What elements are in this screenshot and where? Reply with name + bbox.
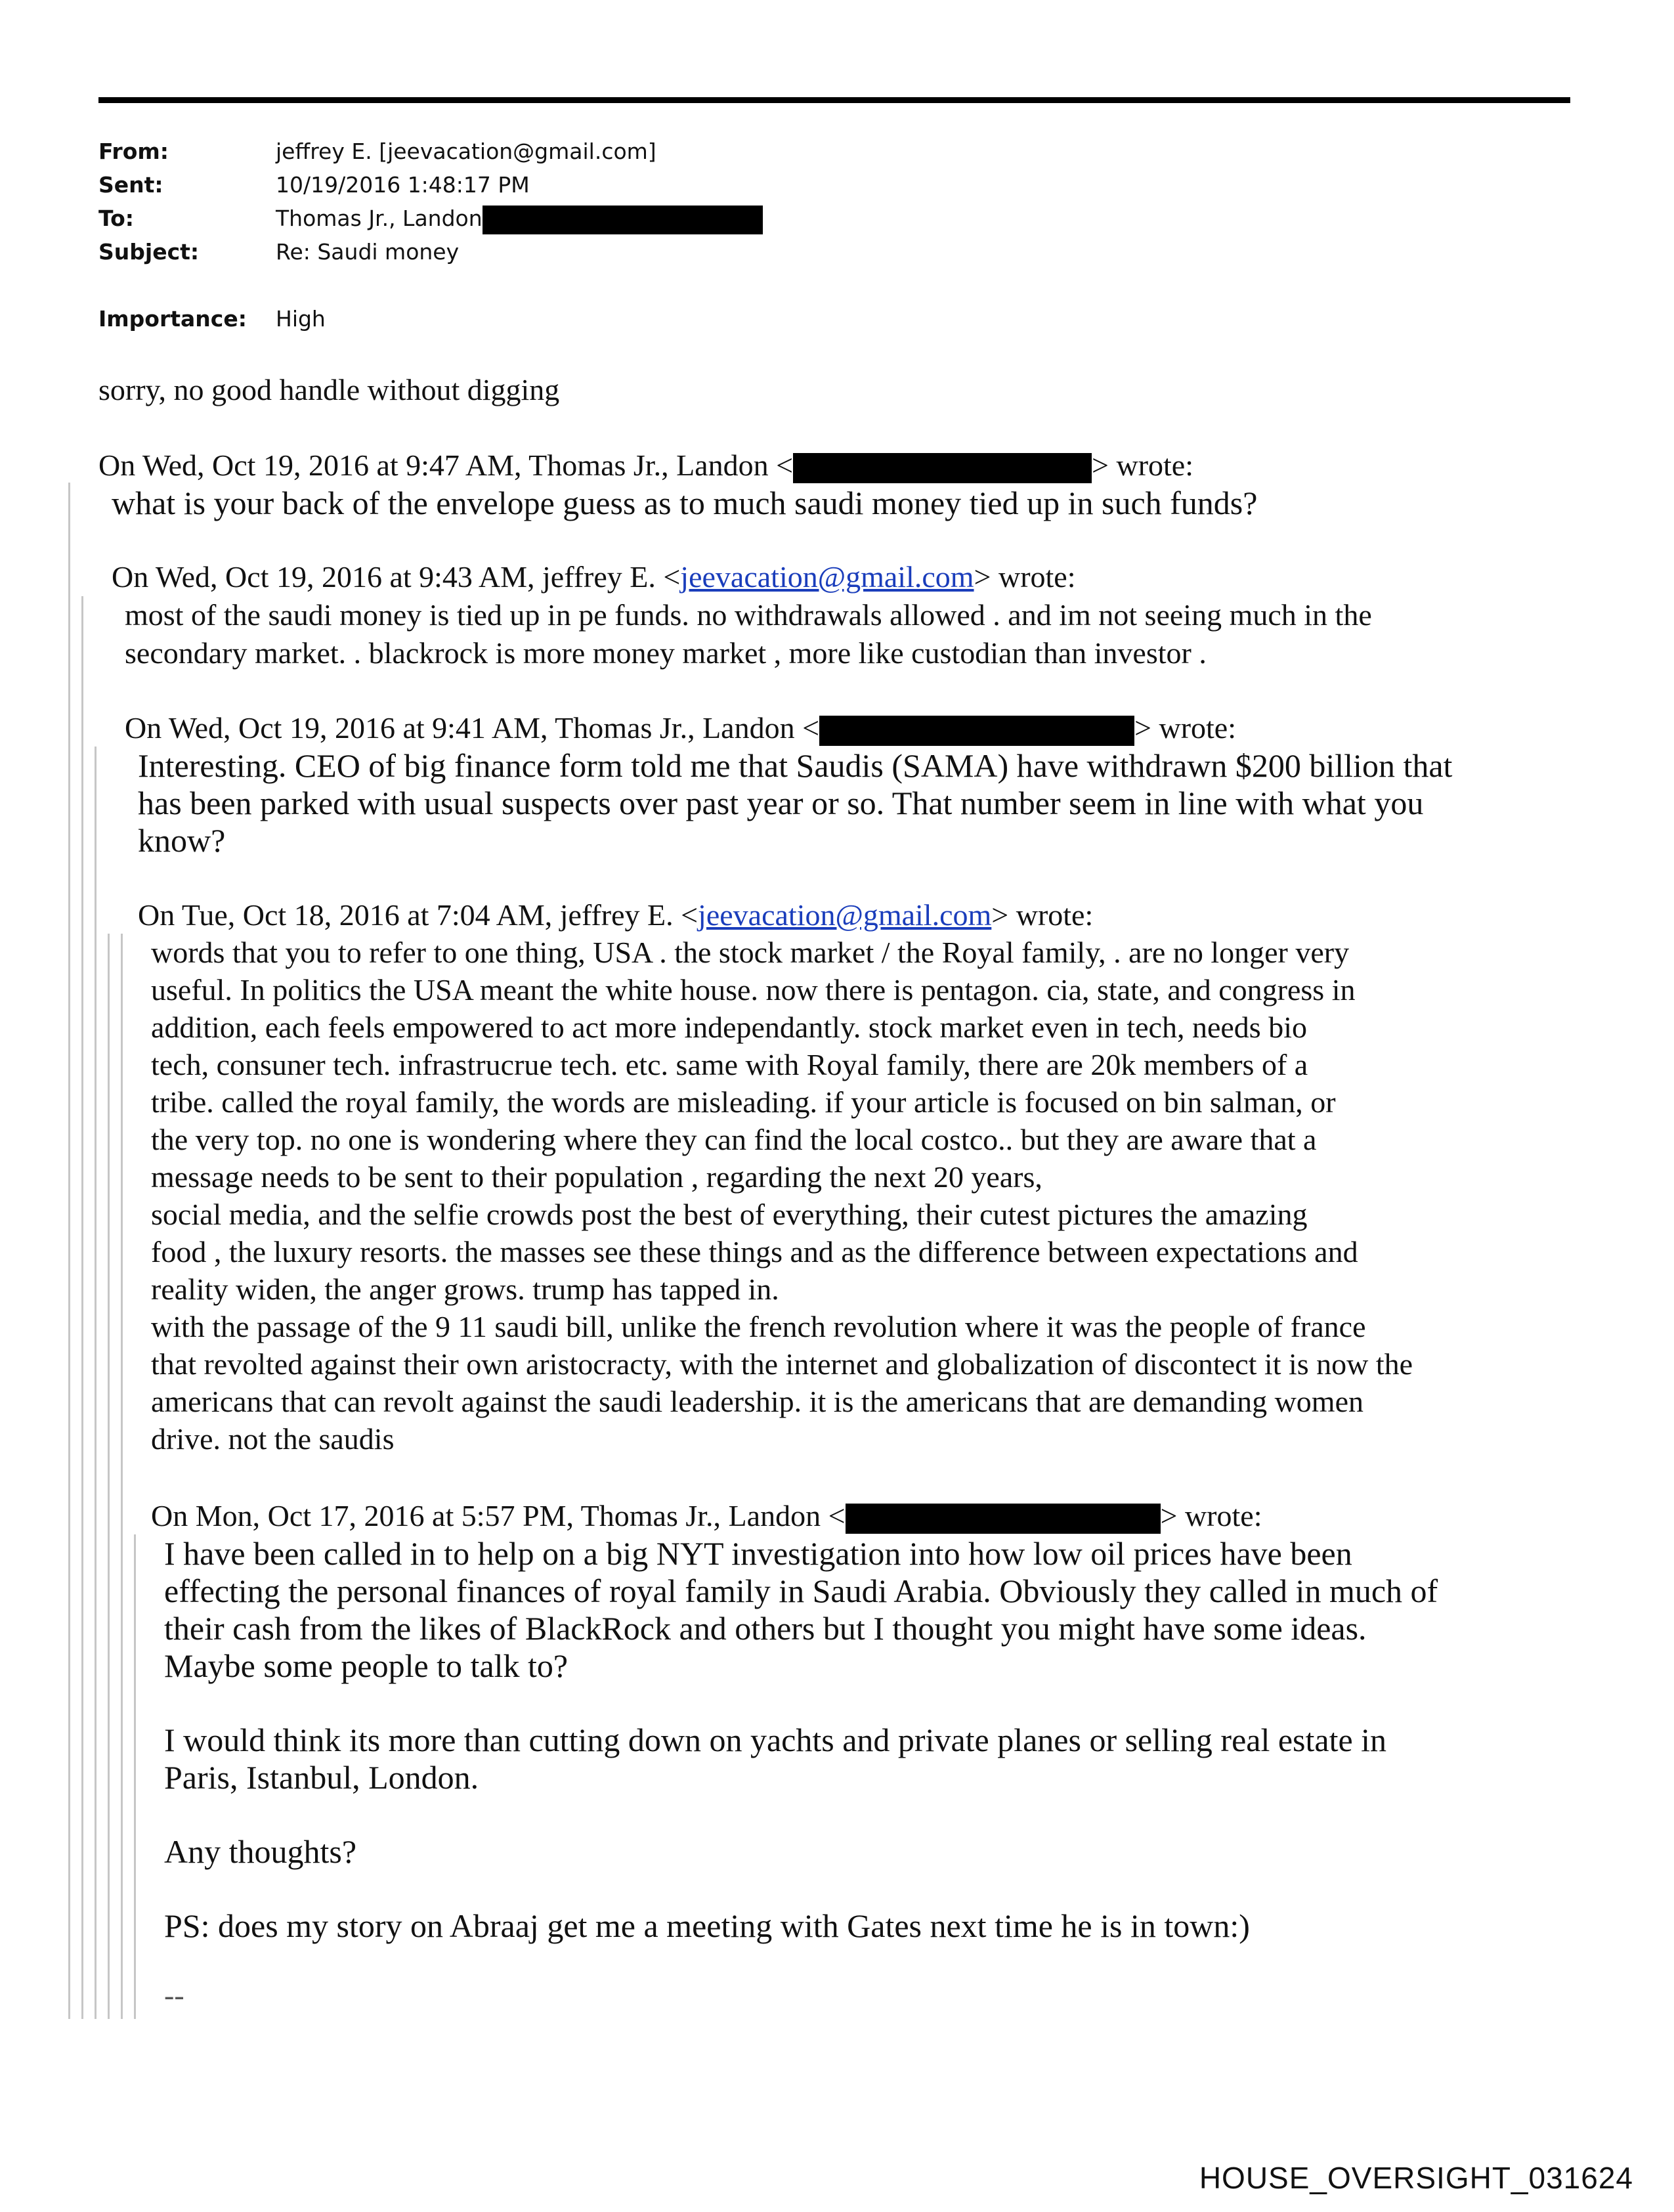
- quote5-line: Maybe some people to talk to?: [164, 1647, 569, 1684]
- quote5-line: PS: does my story on Abraaj get me a meeting with Gates next time he is in town:): [164, 1907, 1250, 1944]
- quote2-line: most of the saudi money is tied up in pe funds. no withdrawals allowed . and im not seeing much in the: [125, 598, 1372, 632]
- quote3-line: Interesting. CEO of big finance form told me that Saudis (SAMA) have withdrawn $200 billion that: [138, 747, 1453, 784]
- quote2-line: secondary market. . blackrock is more money market , more like custodian than investor .: [125, 636, 1207, 670]
- email-header: [98, 135, 763, 336]
- from-label: From:: [98, 139, 169, 164]
- quote5-line: Any thoughts?: [164, 1833, 357, 1870]
- quote4-line: reality widen, the anger grows. trump has tapped in.: [151, 1272, 779, 1306]
- email-link[interactable]: jeevacation@gmail.com: [698, 898, 992, 932]
- quote-bar: [108, 934, 110, 2019]
- quote5-line: I would think its more than cutting down on yachts and private planes or selling real estate in: [164, 1722, 1387, 1758]
- quote1-attribution-post: > wrote:: [1092, 448, 1193, 482]
- quote2-attribution-post: > wrote:: [974, 560, 1076, 594]
- quote5-attribution-post: > wrote:: [1160, 1499, 1262, 1532]
- quote-bar: [134, 1534, 136, 2019]
- quote4-line: useful. In politics the USA meant the white house. now there is pentagon. cia, state, and congress in: [151, 973, 1356, 1007]
- redaction-box: [846, 1504, 1161, 1534]
- top-rule: [98, 97, 1570, 103]
- to-label: To:: [98, 206, 134, 231]
- quote5-line: effecting the personal finances of royal family in Saudi Arabia. Obviously they called in much of: [164, 1572, 1438, 1609]
- quote4-line: the very top. no one is wondering where they can find the local costco.. but they are aware that a: [151, 1123, 1317, 1156]
- quote5-line: their cash from the likes of BlackRock and others but I thought you might have some ideas.: [164, 1610, 1367, 1647]
- subject-row: [98, 235, 763, 269]
- email-link[interactable]: jeevacation@gmail.com: [680, 560, 974, 594]
- quote4-line: americans that can revolt against the saudi leadership. it is the americans that are demanding women: [151, 1385, 1364, 1418]
- quote2-attribution-pre: On Wed, Oct 19, 2016 at 9:43 AM, jeffrey E. <: [112, 560, 681, 594]
- sent-label: Sent:: [98, 172, 163, 198]
- quote5-line: Paris, Istanbul, London.: [164, 1759, 479, 1796]
- quote3-line: has been parked with usual suspects over past year or so. That number seem in line with what you: [138, 785, 1424, 821]
- quote1-attribution-pre: On Wed, Oct 19, 2016 at 9:47 AM, Thomas Jr., Landon <: [98, 448, 794, 482]
- sent-value: 10/19/2016 1:48:17 PM: [276, 172, 530, 198]
- quote5-attribution-pre: On Mon, Oct 17, 2016 at 5:57 PM, Thomas Jr., Landon <: [151, 1499, 846, 1532]
- quote2-attribution: [112, 558, 1076, 596]
- quote4-line: social media, and the selfie crowds post the best of everything, their cutest pictures the amazing: [151, 1198, 1308, 1231]
- subject-value: Re: Saudi money: [276, 239, 460, 265]
- quote5-line: I have been called in to help on a big NYT investigation into how low oil prices have been: [164, 1535, 1352, 1572]
- quote1-attribution: [98, 446, 1193, 485]
- sent-row: [98, 168, 763, 202]
- quote4-line: addition, each feels empowered to act more independantly. stock market even in tech, needs bio: [151, 1010, 1307, 1044]
- spacer-row: [98, 269, 763, 302]
- quote4-line: food , the luxury resorts. the masses see these things and as the difference between expectations and: [151, 1235, 1358, 1269]
- quote5-attribution: [151, 1497, 1262, 1535]
- redaction-box: [819, 716, 1134, 746]
- quote-bar: [81, 596, 83, 2019]
- quote4-attribution: [138, 896, 1093, 934]
- reply-text: sorry, no good handle without digging: [98, 373, 560, 406]
- quote4-line: message needs to be sent to their population , regarding the next 20 years,: [151, 1160, 1042, 1194]
- from-row: [98, 135, 763, 168]
- quote4-line: that revolted against their own aristocracty, with the internet and globalization of discontect it is now the: [151, 1347, 1413, 1381]
- quote1-body: what is your back of the envelope guess as to much saudi money tied up in such funds?: [112, 485, 1258, 521]
- quote-bar: [95, 747, 97, 2019]
- to-value: Thomas Jr., Landon: [276, 206, 483, 231]
- bates-number: HOUSE_OVERSIGHT_031624: [1199, 2161, 1633, 2195]
- quote4-line: tech, consuner tech. infrastrucrue tech. etc. same with Royal family, there are 20k members of a: [151, 1048, 1308, 1081]
- quote4-attribution-post: > wrote:: [991, 898, 1094, 932]
- redaction-box: [793, 453, 1092, 483]
- quote4-line: drive. not the saudis: [151, 1422, 395, 1456]
- quote4-attribution-pre: On Tue, Oct 18, 2016 at 7:04 AM, jeffrey E. <: [138, 898, 698, 932]
- to-row: [98, 202, 763, 235]
- subject-label: Subject:: [98, 239, 200, 265]
- quote3-line: know?: [138, 822, 226, 859]
- quote-bar: [121, 934, 123, 2019]
- importance-label: Importance:: [98, 306, 247, 332]
- importance-row: [98, 302, 763, 336]
- quote4-line: tribe. called the royal family, the words are misleading. if your article is focused on bin salman, or: [151, 1085, 1336, 1119]
- quote4-line: words that you to refer to one thing, USA . the stock market / the Royal family, . are no longer very: [151, 936, 1350, 969]
- quote4-line: with the passage of the 9 11 saudi bill, unlike the french revolution where it was the people of france: [151, 1310, 1366, 1343]
- importance-value: High: [276, 306, 326, 332]
- quote3-attribution-pre: On Wed, Oct 19, 2016 at 9:41 AM, Thomas Jr., Landon <: [125, 711, 820, 745]
- quote3-attribution-post: > wrote:: [1134, 711, 1236, 745]
- signature-separator: --: [164, 1978, 184, 2012]
- redaction-box: [483, 206, 763, 234]
- from-value: jeffrey E. [jeevacation@gmail.com]: [276, 139, 656, 164]
- quote-bar: [68, 483, 70, 2019]
- quote3-attribution: [125, 709, 1236, 747]
